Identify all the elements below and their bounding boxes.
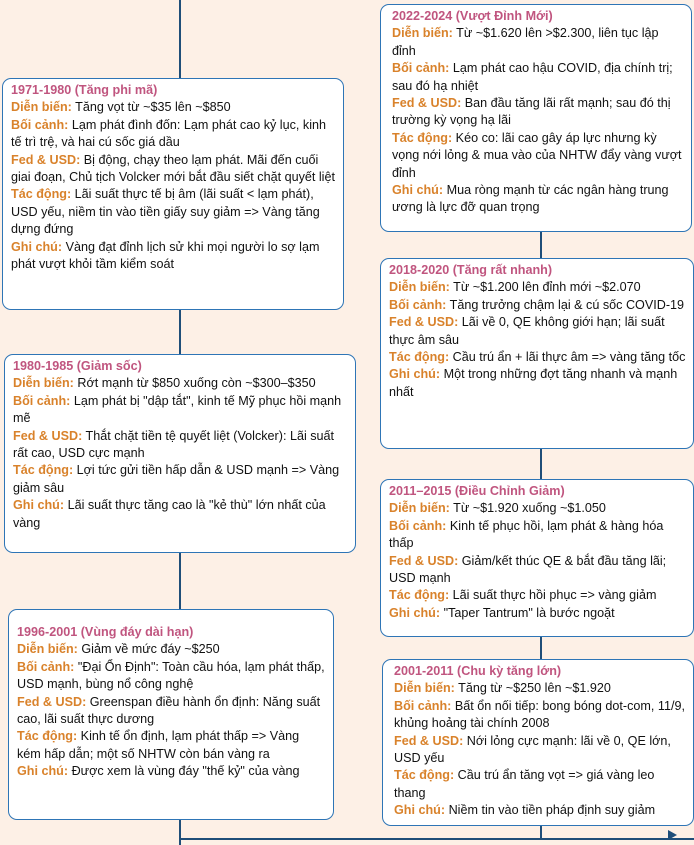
connector-line <box>540 637 542 659</box>
row-ghi-chu <box>394 802 686 819</box>
row-label: Fed & USD: <box>11 152 81 167</box>
connector-line <box>179 820 181 845</box>
row-label: Bối cảnh: <box>394 698 452 713</box>
row-dien-bien <box>389 500 686 517</box>
row-fed-usd <box>394 733 686 768</box>
row-tac-dong <box>389 587 686 604</box>
row-tac-dong <box>17 728 326 763</box>
row-ghi-chu <box>389 605 686 622</box>
row-label: Diễn biến: <box>392 26 453 41</box>
row-ghi-chu <box>392 182 684 217</box>
row-text: Bất ổn nối tiếp: bong bóng dot-com, 11/9, khủng hoảng tài chính 2008 <box>394 698 685 731</box>
row-label: Bối cảnh: <box>17 659 75 674</box>
row-text: "Đại Ổn Định": Toàn cầu hóa, lạm phát thấp, USD mạnh, bùng nổ công nghệ <box>17 659 325 692</box>
row-label: Ghi chú: <box>13 498 65 513</box>
card-title: 2018-2020 (Tăng rất nhanh) <box>389 263 553 277</box>
row-label: Bối cảnh: <box>392 61 450 76</box>
row-label: Bối cảnh: <box>389 518 447 533</box>
row-text: Kinh tế phục hồi, lạm phát & hàng hóa thấp <box>389 518 664 551</box>
row-label: Tác động: <box>11 187 72 202</box>
row-tac-dong <box>389 349 686 366</box>
row-label: Fed & USD: <box>392 96 462 111</box>
row-fed-usd <box>392 95 684 130</box>
card-title: 2022-2024 (Vượt Đỉnh Mới) <box>392 9 553 23</box>
row-boi-canh <box>11 117 336 152</box>
row-text: Một trong những đợt tăng nhanh và mạnh nhất <box>389 367 678 399</box>
card-title: 1971-1980 (Tăng phi mã) <box>11 83 158 97</box>
row-text: Vàng đạt đỉnh lịch sử khi mọi người lo sợ lạm phát vượt khỏi tầm kiểm soát <box>11 239 320 272</box>
row-tac-dong <box>11 186 336 238</box>
row-text: "Taper Tantrum" là bước ngoặt <box>443 605 615 620</box>
row-text: Giảm về mức đáy ~$250 <box>81 642 220 657</box>
row-label: Ghi chú: <box>389 367 441 382</box>
row-boi-canh <box>17 659 326 694</box>
row-text: Greenspan điều hành ổn định: Năng suất cao, lãi suất thực dương <box>17 694 321 727</box>
arrow-right-icon <box>668 830 677 840</box>
connector-line <box>540 449 542 479</box>
row-boi-canh <box>389 518 686 553</box>
row-ghi-chu <box>17 763 326 780</box>
row-text: Mua ròng mạnh từ các ngân hàng trung ương là lực đỡ quan trọng <box>392 183 669 215</box>
row-label: Ghi chú: <box>392 183 444 198</box>
row-label: Fed & USD: <box>17 694 87 709</box>
row-ghi-chu <box>13 497 348 532</box>
row-text: Bị động, chạy theo lạm phát. Mãi đến cuối giai đoạn, Chủ tịch Volcker mới bắt đầu siết chặt quyết liệt <box>11 152 335 185</box>
connector-line <box>179 310 181 354</box>
row-label: Diễn biến: <box>11 100 72 115</box>
row-label: Diễn biến: <box>13 376 74 391</box>
row-label: Fed & USD: <box>394 733 464 748</box>
row-label: Tác động: <box>389 350 450 365</box>
row-label: Tác động: <box>389 588 450 603</box>
timeline-card-1971-1980 <box>2 78 344 310</box>
row-dien-bien <box>394 680 686 697</box>
row-dien-bien <box>13 375 348 392</box>
row-text: Tăng từ ~$250 lên ~$1.920 <box>458 681 611 696</box>
row-fed-usd <box>389 553 686 588</box>
timeline-card-1996-2001 <box>8 609 334 820</box>
row-text: Lãi suất thực tế bị âm (lãi suất < lạm phát), USD yếu, niềm tin vào tiền giấy suy giảm => Vàng tăng dựng đứng <box>11 187 320 237</box>
row-label: Fed & USD: <box>389 315 459 330</box>
row-text: Cầu trú ẩn + lãi thực âm => vàng tăng tốc <box>452 350 686 365</box>
timeline-card-1980-1985 <box>4 354 356 553</box>
row-fed-usd <box>13 428 348 463</box>
row-label: Ghi chú: <box>394 803 446 818</box>
row-ghi-chu <box>11 239 336 274</box>
row-fed-usd <box>17 694 326 729</box>
row-label: Bối cảnh: <box>389 297 447 312</box>
row-label: Diễn biến: <box>17 642 78 657</box>
row-label: Ghi chú: <box>389 605 441 620</box>
row-tac-dong <box>13 462 348 497</box>
row-text: Cầu trú ẩn tăng vọt => giá vàng leo thang <box>394 768 655 800</box>
row-label: Tác động: <box>13 463 74 478</box>
row-text: Rớt mạnh từ $850 xuống còn ~$300–$350 <box>77 376 316 391</box>
row-label: Fed & USD: <box>389 553 459 568</box>
row-text: Được xem là vùng đáy "thế kỷ" của vàng <box>71 764 300 779</box>
row-text: Thắt chặt tiền tệ quyết liệt (Volcker): Lãi suất rất cao, USD cực mạnh <box>13 428 335 461</box>
row-text: Lãi về 0, QE không giới hạn; lãi suất thực âm sâu <box>389 315 665 347</box>
row-text: Nới lỏng cực mạnh: lãi về 0, QE lớn, USD yếu <box>394 733 671 766</box>
connector-line <box>540 826 542 838</box>
row-text: Niềm tin vào tiền pháp định suy giảm <box>448 803 656 818</box>
row-dien-bien <box>389 279 686 296</box>
row-boi-canh <box>389 297 686 314</box>
row-boi-canh <box>392 60 684 95</box>
connector-line <box>540 232 542 258</box>
row-tac-dong <box>394 767 686 802</box>
row-label: Diễn biến: <box>389 501 450 516</box>
row-text: Giảm/kết thúc QE & bắt đầu tăng lãi; USD mạnh <box>389 553 667 586</box>
card-title: 1980-1985 (Giảm sốc) <box>13 359 142 373</box>
row-dien-bien <box>11 99 336 116</box>
row-text: Kinh tế ổn định, lạm phát thấp => Vàng kém hấp dẫn; một số NHTW còn bán vàng ra <box>17 729 300 761</box>
row-text: Tăng vọt từ ~$35 lên ~$850 <box>75 100 231 115</box>
row-dien-bien <box>392 25 684 60</box>
row-label: Tác động: <box>392 130 453 145</box>
row-text: Lãi suất thực hồi phục => vàng giảm <box>452 588 657 603</box>
row-text: Lợi tức gửi tiền hấp dẫn & USD mạnh => Vàng giảm sâu <box>13 463 340 495</box>
row-text: Từ ~$1.200 lên đỉnh mới ~$2.070 <box>453 280 641 295</box>
row-text: Ban đầu tăng lãi rất mạnh; sau đó thị trường kỳ vọng hạ lãi <box>392 96 671 128</box>
row-dien-bien <box>17 641 326 658</box>
timeline-card-2011-2015 <box>380 479 694 637</box>
row-text: Lạm phát đình đốn: Lạm phát cao kỷ lục, kinh tế trì trệ, và hai cú sốc giá dầu <box>11 117 327 150</box>
row-text: Lãi suất thực tăng cao là "kẻ thù" lớn nhất của vàng <box>13 498 326 530</box>
row-text: Kéo co: lãi cao gây áp lực nhưng kỳ vọng nới lỏng & mua vào của NHTW đẩy vàng vượt đỉnh <box>392 130 682 180</box>
row-text: Từ ~$1.620 lên >$2.300, liên tục lập đỉnh <box>392 26 659 58</box>
row-boi-canh <box>394 698 686 733</box>
row-label: Tác động: <box>17 729 78 744</box>
row-text: Lạm phát cao hậu COVID, địa chính trị; sau đó hạ nhiệt <box>392 61 673 93</box>
row-label: Bối cảnh: <box>13 393 71 408</box>
card-title: 2001-2011 (Chu kỳ tăng lớn) <box>394 664 562 678</box>
row-label: Ghi chú: <box>17 764 69 779</box>
row-fed-usd <box>389 314 686 349</box>
row-text: Tăng trưởng chậm lại & cú sốc COVID-19 <box>449 297 685 312</box>
card-title: 1996-2001 (Vùng đáy dài hạn) <box>17 625 194 639</box>
row-label: Fed & USD: <box>13 428 83 443</box>
row-label: Ghi chú: <box>11 239 63 254</box>
row-ghi-chu <box>389 366 686 401</box>
row-label: Bối cảnh: <box>11 117 69 132</box>
row-text: Từ ~$1.920 xuống ~$1.050 <box>453 501 606 516</box>
timeline-card-2001-2011 <box>382 659 694 826</box>
connector-line <box>179 838 694 840</box>
row-text: Lạm phát bị "dập tắt", kinh tế Mỹ phục hồi mạnh mẽ <box>13 393 342 426</box>
row-tac-dong <box>392 130 684 182</box>
card-title: 2011–2015 (Điều Chỉnh Giảm) <box>389 484 565 498</box>
row-label: Diễn biến: <box>389 280 450 295</box>
row-boi-canh <box>13 393 348 428</box>
connector-line <box>179 0 181 78</box>
timeline-card-2022-2024 <box>380 4 692 232</box>
connector-line <box>179 553 181 609</box>
row-fed-usd <box>11 152 336 187</box>
row-label: Tác động: <box>394 768 455 783</box>
timeline-card-2018-2020 <box>380 258 694 449</box>
row-label: Diễn biến: <box>394 681 455 696</box>
